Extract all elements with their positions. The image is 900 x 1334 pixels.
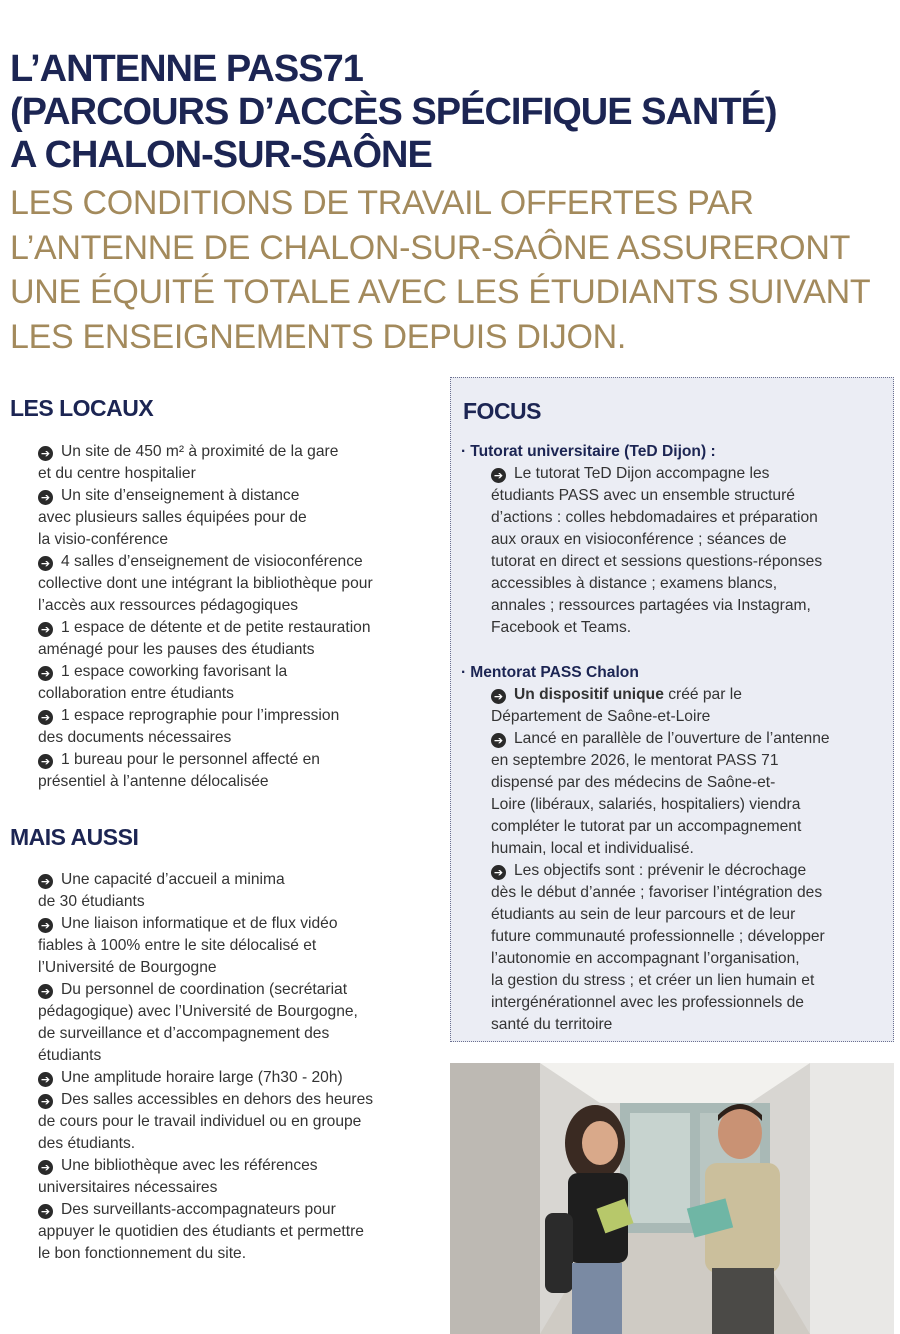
aussi-item-line: de 30 étudiants bbox=[38, 893, 145, 910]
mentorat-line: ➔ Les objectifs sont : prévenir le décrochage bbox=[491, 860, 830, 882]
locaux-item bbox=[38, 441, 443, 485]
focus-heading: FOCUS bbox=[463, 398, 541, 424]
locaux-item-line: l’accès aux ressources pédagogiques bbox=[38, 597, 299, 614]
circled-arrow-icon: ➔ bbox=[38, 1160, 53, 1175]
mentorat-line: compléter le tutorat par un accompagnement bbox=[491, 818, 802, 835]
title-line: A CHALON-SUR-SAÔNE bbox=[10, 134, 432, 176]
locaux-item-line: collaboration entre étudiants bbox=[38, 685, 234, 702]
circled-arrow-icon: ➔ bbox=[38, 984, 53, 999]
locaux-item-line: ➔ 1 espace de détente et de petite restauration bbox=[38, 617, 443, 639]
mentorat-line: dès le début d’année ; favoriser l’intégration des bbox=[491, 884, 823, 901]
mentorat-line: étudiants au sein de leur parcours et de leur bbox=[491, 906, 796, 923]
tutorat-line: ➔ Le tutorat TeD Dijon accompagne les bbox=[491, 463, 822, 485]
locaux-item-line: avec plusieurs salles équipées pour de bbox=[38, 509, 307, 526]
mentorat-line: l’autonomie en accompagnant l’organisation, bbox=[491, 950, 800, 967]
mentorat-line: intergénérationnel avec les professionnels de bbox=[491, 994, 804, 1011]
locaux-item-line: présentiel à l’antenne délocalisée bbox=[38, 773, 269, 790]
page-title bbox=[10, 48, 890, 177]
mais-aussi-heading: MAIS AUSSI bbox=[10, 824, 139, 850]
circled-arrow-icon: ➔ bbox=[38, 446, 53, 461]
aussi-item bbox=[38, 869, 443, 913]
locaux-item-line: aménagé pour les pauses des étudiants bbox=[38, 641, 315, 658]
mentorat-line: la gestion du stress ; et créer un lien humain et bbox=[491, 972, 815, 989]
aussi-item-line: ➔ Une bibliothèque avec les références bbox=[38, 1155, 443, 1177]
tutorat-text bbox=[491, 463, 822, 639]
circled-arrow-icon: ➔ bbox=[38, 1094, 53, 1109]
aussi-item-line: ➔ Une capacité d’accueil a minima bbox=[38, 869, 443, 891]
locaux-item-line: ➔ Un site de 450 m² à proximité de la gare bbox=[38, 441, 443, 463]
mentorat-line: ➔ Un dispositif unique créé par le bbox=[491, 684, 830, 706]
aussi-item-line: ➔ Une amplitude horaire large (7h30 - 20h) bbox=[38, 1067, 443, 1089]
aussi-item-line: le bon fonctionnement du site. bbox=[38, 1245, 247, 1262]
tutorat-line: annales ; ressources partagées via Instagram, bbox=[491, 597, 811, 614]
circled-arrow-icon: ➔ bbox=[38, 754, 53, 769]
circled-arrow-icon: ➔ bbox=[491, 733, 506, 748]
subtitle-line: L’ANTENNE DE CHALON-SUR-SAÔNE ASSURERONT bbox=[10, 228, 851, 267]
locaux-item-line: la visio-conférence bbox=[38, 531, 169, 548]
locaux-item bbox=[38, 551, 443, 617]
circled-arrow-icon: ➔ bbox=[38, 556, 53, 571]
locaux-item-line: des documents nécessaires bbox=[38, 729, 232, 746]
aussi-item bbox=[38, 979, 443, 1067]
circled-arrow-icon: ➔ bbox=[38, 710, 53, 725]
circled-arrow-icon: ➔ bbox=[38, 666, 53, 681]
locaux-item-line: ➔ Un site d’enseignement à distance bbox=[38, 485, 443, 507]
locaux-item bbox=[38, 617, 443, 661]
mentorat-line: humain, local et individualisé. bbox=[491, 840, 694, 857]
mentorat-line: santé du territoire bbox=[491, 1016, 613, 1033]
mentorat-line: ➔ Lancé en parallèle de l’ouverture de l’antenne bbox=[491, 728, 830, 750]
aussi-item-line: ➔ Du personnel de coordination (secrétariat bbox=[38, 979, 443, 1001]
locaux-item bbox=[38, 661, 443, 705]
tutorat-title-text: Tutorat universitaire (TeD Dijon) : bbox=[470, 443, 716, 460]
circled-arrow-icon: ➔ bbox=[38, 1072, 53, 1087]
aussi-item bbox=[38, 913, 443, 979]
mentorat-line: future communauté professionnelle ; développer bbox=[491, 928, 825, 945]
aussi-item-line: appuyer le quotidien des étudiants et permettre bbox=[38, 1223, 364, 1240]
locaux-item-line: collective dont une intégrant la bibliothèque pour bbox=[38, 575, 373, 592]
tutorat-title: · Tutorat universitaire (TeD Dijon) : bbox=[461, 443, 716, 460]
title-line: (PARCOURS D’ACCÈS SPÉCIFIQUE SANTÉ) bbox=[10, 91, 777, 133]
aussi-item-line: universitaires nécessaires bbox=[38, 1179, 218, 1196]
circled-arrow-icon: ➔ bbox=[38, 622, 53, 637]
subtitle-line: LES ENSEIGNEMENTS DEPUIS DIJON. bbox=[10, 317, 627, 356]
tutorat-line: aux oraux en visioconférence ; séances de bbox=[491, 531, 787, 548]
aussi-item-line: ➔ Des salles accessibles en dehors des heures bbox=[38, 1089, 443, 1111]
locaux-item bbox=[38, 485, 443, 551]
mentorat-line: dispensé par des médecins de Saône-et- bbox=[491, 774, 776, 791]
subtitle-line: LES CONDITIONS DE TRAVAIL OFFERTES PAR bbox=[10, 184, 754, 222]
circled-arrow-icon: ➔ bbox=[38, 1204, 53, 1219]
tutorat-line: d’actions : colles hebdomadaires et préparation bbox=[491, 509, 818, 526]
locaux-item-line: ➔ 1 bureau pour le personnel affecté en bbox=[38, 749, 443, 771]
mentorat-line: Département de Saône-et-Loire bbox=[491, 708, 711, 725]
circled-arrow-icon: ➔ bbox=[38, 874, 53, 889]
mentorat-title: · Mentorat PASS Chalon bbox=[461, 664, 639, 681]
page-subtitle bbox=[10, 181, 890, 359]
focus-box bbox=[450, 377, 894, 1042]
aussi-item bbox=[38, 1089, 443, 1155]
mentorat-line: Loire (libéraux, salariés, hospitaliers) viendra bbox=[491, 796, 801, 813]
aussi-item-line: ➔ Une liaison informatique et de flux vidéo bbox=[38, 913, 443, 935]
circled-arrow-icon: ➔ bbox=[491, 689, 506, 704]
students-photo bbox=[450, 1063, 894, 1334]
circled-arrow-icon: ➔ bbox=[38, 918, 53, 933]
aussi-item bbox=[38, 1155, 443, 1199]
mentorat-text bbox=[491, 684, 830, 1036]
aussi-item-line: ➔ Des surveillants-accompagnateurs pour bbox=[38, 1199, 443, 1221]
tutorat-line: Facebook et Teams. bbox=[491, 619, 632, 636]
locaux-item-line: ➔ 1 espace reprographie pour l’impression bbox=[38, 705, 443, 727]
circled-arrow-icon: ➔ bbox=[38, 490, 53, 505]
aussi-item-line: étudiants bbox=[38, 1047, 102, 1064]
corridor-illustration bbox=[450, 1063, 894, 1334]
aussi-item-line: de cours pour le travail individuel ou en groupe bbox=[38, 1113, 362, 1130]
tutorat-line: tutorat en direct et sessions questions-réponses bbox=[491, 553, 823, 570]
mentorat-title-text: Mentorat PASS Chalon bbox=[470, 664, 639, 681]
aussi-item-line: fiables à 100% entre le site délocalisé et bbox=[38, 937, 317, 954]
aussi-item-line: de surveillance et d’accompagnement des bbox=[38, 1025, 330, 1042]
title-line: L’ANTENNE PASS71 bbox=[10, 48, 363, 90]
subtitle-line: UNE ÉQUITÉ TOTALE AVEC LES ÉTUDIANTS SUIVANT bbox=[10, 273, 871, 311]
tutorat-line: étudiants PASS avec un ensemble structuré bbox=[491, 487, 795, 504]
aussi-item-line: l’Université de Bourgogne bbox=[38, 959, 217, 976]
aussi-item-line: des étudiants. bbox=[38, 1135, 136, 1152]
locaux-item bbox=[38, 749, 443, 793]
aussi-item-line: pédagogique) avec l’Université de Bourgogne, bbox=[38, 1003, 358, 1020]
locaux-heading: LES LOCAUX bbox=[10, 395, 154, 421]
locaux-item-line: ➔ 4 salles d’enseignement de visioconférence bbox=[38, 551, 443, 573]
aussi-item bbox=[38, 1199, 443, 1265]
aussi-item bbox=[38, 1067, 443, 1089]
locaux-item-line: ➔ 1 espace coworking favorisant la bbox=[38, 661, 443, 683]
locaux-list bbox=[38, 441, 443, 793]
circled-arrow-icon: ➔ bbox=[491, 865, 506, 880]
mais-aussi-list bbox=[38, 869, 443, 1265]
mentorat-line: en septembre 2026, le mentorat PASS 71 bbox=[491, 752, 779, 769]
locaux-item bbox=[38, 705, 443, 749]
locaux-item-line: et du centre hospitalier bbox=[38, 465, 196, 482]
circled-arrow-icon: ➔ bbox=[491, 468, 506, 483]
tutorat-line: accessibles à distance ; examens blancs, bbox=[491, 575, 778, 592]
